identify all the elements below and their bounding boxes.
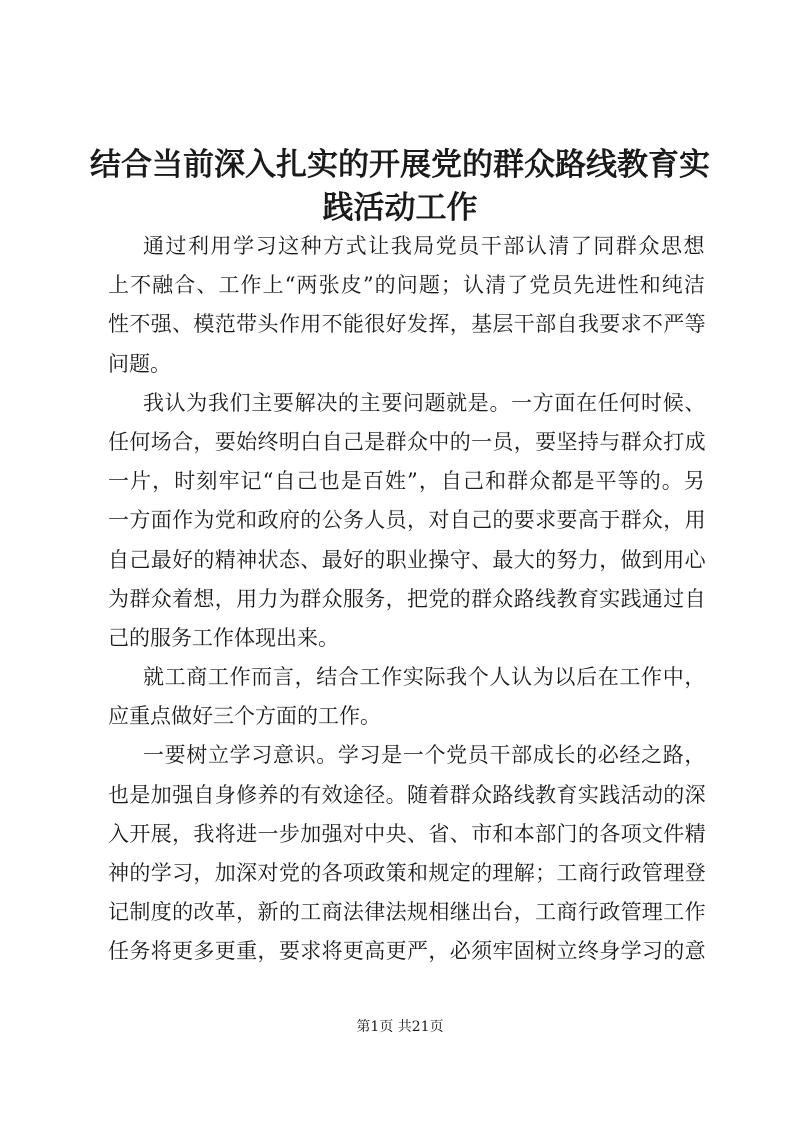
text-line: 自己最好的精神状态、最好的职业操守、最大的努力，做到用心 [108, 547, 706, 572]
text-line: 性不强、模范带头作用不能很好发挥，基层干部自我要求不严等 [108, 312, 706, 337]
text-line: 任务将更多更重，要求将更高更严，必须牢固树立终身学习的意 [108, 939, 706, 964]
text-line: 己的服务工作体现出来。 [108, 625, 339, 650]
text-line: 一要树立学习意识。学习是一个党员干部成长的必经之路， [143, 743, 707, 768]
text-line: 就工商工作而言，结合工作实际我个人认为以后在工作中， [143, 665, 707, 690]
text-line: 一方面作为党和政府的公务人员，对自己的要求要高于群众，用 [108, 508, 706, 533]
text-line: 上不融合、工作上“两张皮”的问题；认清了党员先进性和纯洁 [108, 273, 706, 298]
text-line: 问题。 [108, 351, 171, 376]
document-title-line-1: 结合当前深入扎实的开展党的群众路线教育实 [90, 147, 710, 183]
text-line: 应重点做好三个方面的工作。 [108, 704, 381, 729]
text-line: 神的学习，加深对党的各项政策和规定的理解；工商行政管理登 [108, 861, 706, 885]
document-title-line-2: 践活动工作 [322, 190, 478, 226]
text-line: 也是加强自身修养的有效途径。随着群众路线教育实践活动的深 [108, 782, 706, 807]
text-line: 记制度的改革，新的工商法律法规相继出台，工商行政管理工作 [108, 900, 706, 925]
text-line: 任何场合，要始终明白自己是群众中的一员，要坚持与群众打成 [108, 429, 706, 454]
text-line: 我认为我们主要解决的主要问题就是。一方面在任何时候、 [143, 390, 707, 415]
text-line: 入开展，我将进一步加强对中央、省、市和本部门的各项文件精 [108, 821, 706, 846]
text-line: 为群众着想，用力为群众服务，把党的群众路线教育实践通过自 [108, 586, 706, 611]
document-body [108, 227, 706, 972]
text-line: 通过利用学习这种方式让我局党员干部认清了同群众思想 [143, 234, 706, 258]
text-line: 一片，时刻牢记“自己也是百姓”，自己和群众都是平等的。另 [108, 469, 706, 494]
page-number: 第1页 共21页 [356, 1019, 444, 1035]
